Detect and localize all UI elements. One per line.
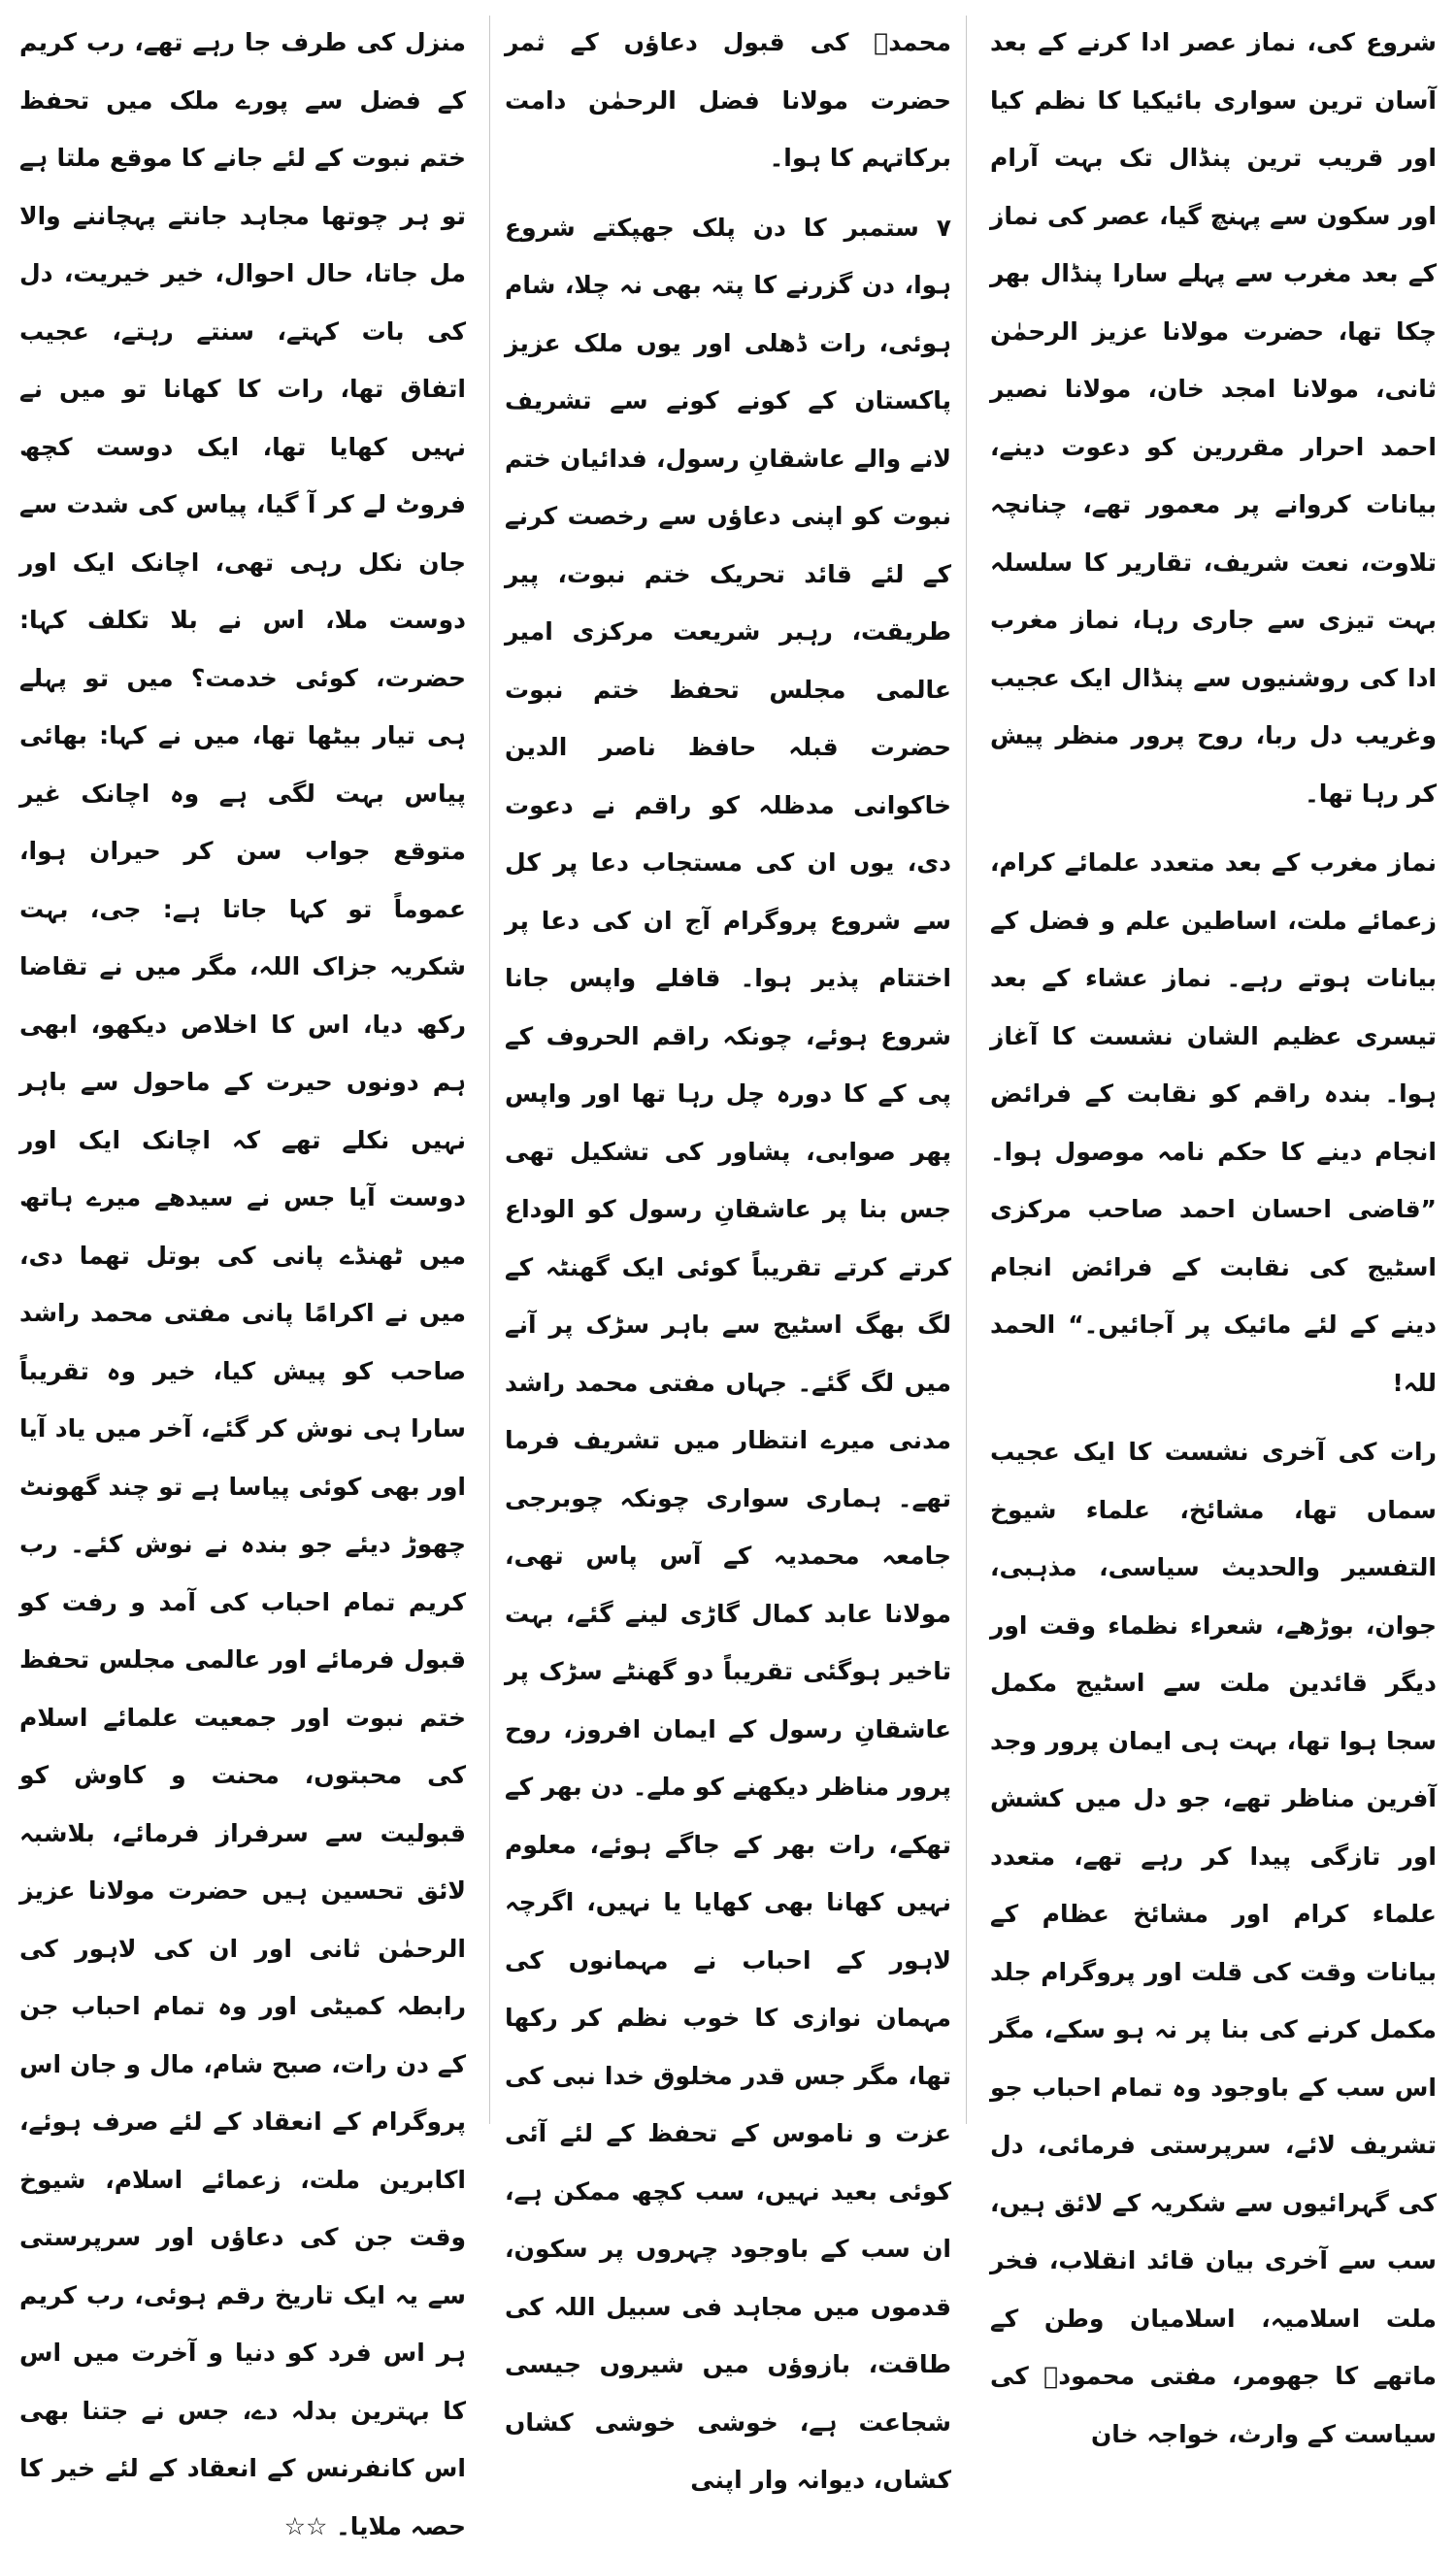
article-column-left xyxy=(19,14,466,2540)
paragraph-journey-home: منزل کی طرف جا رہے تھے، رب کریم کے فضل سے پورے ملک میں تحفظ ختم نبوت کے لئے جانے کا موقع ملتا ہے تو ہر چوتھا مجاہد جانتے پہچاننے والا مل جاتا، حال احوال، خیر خیریت، دل کی بات کہتے، سنتے رہتے، عجیب اتفاق تھا، رات کا کھانا تو میں نے نہیں کھایا تھا، ایک دوست کچھ فروٹ لے کر آ گیا، پیاس کی شدت سے جان نکل رہی تھی، اچانک ایک اور دوست ملا، اس نے بلا تکلف کہا: حضرت، کوئی خدمت؟ میں تو پہلے ہی تیار بیٹھا تھا، میں نے کہا: بھائی پیاس بہت لگی ہے وہ اچانک غیر متوقع جواب سن کر حیران ہوا، عموماً تو کہا جاتا ہے: جی، بہت شکریہ جزاک اللہ، مگر میں نے تقاضا رکھ دیا، اس کا اخلاص دیکھو، ابھی ہم دونوں حیرت کے ماحول سے باہر نہیں نکلے تھے کہ اچانک ایک اور دوست آیا جس نے سیدھے میرے ہاتھ میں ٹھنڈے پانی کی بوتل تھما دی، میں نے اکرامًا پانی مفتی محمد راشد صاحب کو پیش کیا، خیر وہ تقریباً سارا ہی نوش کر گئے، آخر میں یاد آیا اور بھی کوئی پیاسا ہے تو چند گھونٹ چھوڑ دیئے جو بندہ نے نوش کئے۔ رب کریم تمام احباب کی آمد و رفت کو قبول فرمائے اور عالمی مجلس تحفظ ختم نبوت اور جمعیت علمائے اسلام کی محبتوں، محنت و کاوش کو قبولیت سے سرفراز فرمائے، بلاشبہ لائق تحسین ہیں حضرت مولانا عزیز الرحمٰن ثانی اور ان کی لاہور کی رابطہ کمیٹی اور وہ تمام احباب جن کے دن رات، صبح شام، مال و جان اس پروگرام کے انعقاد کے لئے صرف ہوئے، اکابرین ملت، زعمائے اسلام، شیوخ وقت جن کی دعاؤں اور سرپرستی سے یہ ایک تاریخ رقم ہوئی، رب کریم ہر اس فرد کو دنیا و آخرت میں اس کا بہترین بدلہ دے، جس نے جتنا بھی اس کانفرنس کے انعقاد کے لئے خیر کا حصہ ملایا۔ ☆☆ xyxy=(19,28,466,2540)
paragraph-after-maghrib: نماز مغرب کے بعد متعدد علمائے کرام، زعمائے ملت، اساطین علم و فضل کے بیانات ہوتے رہے۔ نماز عشاء کے بعد تیسری عظیم الشان نشست کا آغاز ہوا۔ بندہ راقم کو نقابت کے فرائض انجام دینے کا حکم نامہ موصول ہوا۔ ”قاضی احسان احمد صاحب مرکزی اسٹیج کی نقابت کے فرائض انجام دینے کے لئے مائیک پر آجائیں۔“ الحمد للہ! xyxy=(990,848,1437,1397)
paragraph-final-speech: محمدؒ کی قبول دعاؤں کے ثمر حضرت مولانا فضل الرحمٰن دامت برکاتہم کا ہوا۔ xyxy=(505,28,951,172)
article-column-right xyxy=(990,14,1437,2448)
paragraph-seventh-september: ۷ ستمبر کا دن پلک جھپکتے شروع ہوا، دن گزرنے کا پتہ بھی نہ چلا، شام ہوئی، رات ڈھلی اور یوں ملک عزیز پاکستان کے کونے کونے سے تشریف لانے والے عاشقانِ رسول، فدائیان ختم نبوت کو اپنی دعاؤں سے رخصت کرنے کے لئے قائد تحریک ختم نبوت، پیر طریقت، رہبر شریعت مرکزی امیر عالمی مجلس تحفظ ختم نبوت حضرت قبلہ حافظ ناصر الدین خاکوانی مدظلہ کو راقم نے دعوت دی، یوں ان کی مستجاب دعا پر کل سے شروع پروگرام آج ان کی دعا پر اختتام پذیر ہوا۔ قافلے واپس جانا شروع ہوئے، چونکہ راقم الحروف کے پی کے کا دورہ چل رہا تھا اور واپس پھر صوابی، پشاور کی تشکیل تھی جس بنا پر عاشقانِ رسول کو الوداع کرتے کرتے تقریباً کوئی ایک گھنٹہ کے لگ بھگ اسٹیج سے باہر سڑک پر آنے میں لگ گئے۔ جہاں مفتی محمد راشد مدنی میرے انتظار میں تشریف فرما تھے۔ ہماری سواری چونکہ چوبرجی جامعہ محمدیہ کے آس پاس تھی، مولانا عابد کمال گاڑی لینے گئے، بہت تاخیر ہوگئی تقریباً دو گھنٹے سڑک پر عاشقانِ رسول کے ایمان افروز، روح پرور مناظر دیکھنے کو ملے۔ دن بھر کے تھکے، رات بھر کے جاگے ہوئے، معلوم نہیں کھانا بھی کھایا یا نہیں، اگرچہ لاہور کے احباب نے مہمانوں کی مہمان نوازی کا خوب نظم کر رکھا تھا، مگر جس قدر مخلوق خدا نبی کی عزت و ناموس کے تحفظ کے لئے آئی کوئی بعید نہیں، سب کچھ ممکن ہے، ان سب کے باوجود چہروں پر سکون، قدموں میں مجاہد فی سبیل اللہ کی طاقت، بازوؤں میں شیروں جیسی شجاعت ہے، خوشی خوشی کشاں کشاں، دیوانہ وار اپنی xyxy=(505,213,951,2494)
column-divider xyxy=(489,16,490,2124)
paragraph-last-session: رات کی آخری نشست کا ایک عجیب سماں تھا، مشائخ، علماء شیوخ التفسیر والحدیث سیاسی، مذہبی، جوان، بوڑھے، شعراء نظماء وقت اور دیگر قائدین ملت سے اسٹیج مکمل سجا ہوا تھا، بہت ہی ایمان پرور وجد آفرین مناظر تھے، جو دل میں کشش اور تازگی پیدا کر رہے تھے، متعدد علماء کرام اور مشائخ عظام کے بیانات وقت کی قلت اور پروگرام جلد مکمل کرنے کی بنا پر نہ ہو سکے، مگر اس سب کے باوجود وہ تمام احباب جو تشریف لائے، سرپرستی فرمائی، دل کی گہرائیوں سے شکریہ کے لائق ہیں، سب سے آخری بیان قائد انقلاب، فخر ملت اسلامیہ، اسلامیان وطن کے ماتھے کا جھومر، مفتی محمودؒ کی سیاست کے وارث، خواجہ خان xyxy=(990,1438,1437,2448)
paragraph-asr-to-maghrib: شروع کی، نماز عصر ادا کرنے کے بعد آسان ترین سواری بائیکیا کا نظم کیا اور قریب ترین پنڈال تک بہت آرام اور سکون سے پہنچ گیا، عصر کی نماز کے بعد مغرب سے پہلے سارا پنڈال بھر چکا تھا، حضرت مولانا عزیز الرحمٰن ثانی، مولانا امجد خان، مولانا نصیر احمد احرار مقررین کو دعوت دینے، بیانات کروانے پر معمور تھے، چنانچہ تلاوت، نعت شریف، تقاریر کا سلسلہ بہت تیزی سے جاری رہا، نماز مغرب ادا کی روشنیوں سے پنڈال ایک عجیب وغریب دل ربا، روح پرور منظر پیش کر رہا تھا۔ xyxy=(990,28,1437,808)
article-column-middle xyxy=(505,14,951,2494)
column-divider xyxy=(966,16,967,2124)
